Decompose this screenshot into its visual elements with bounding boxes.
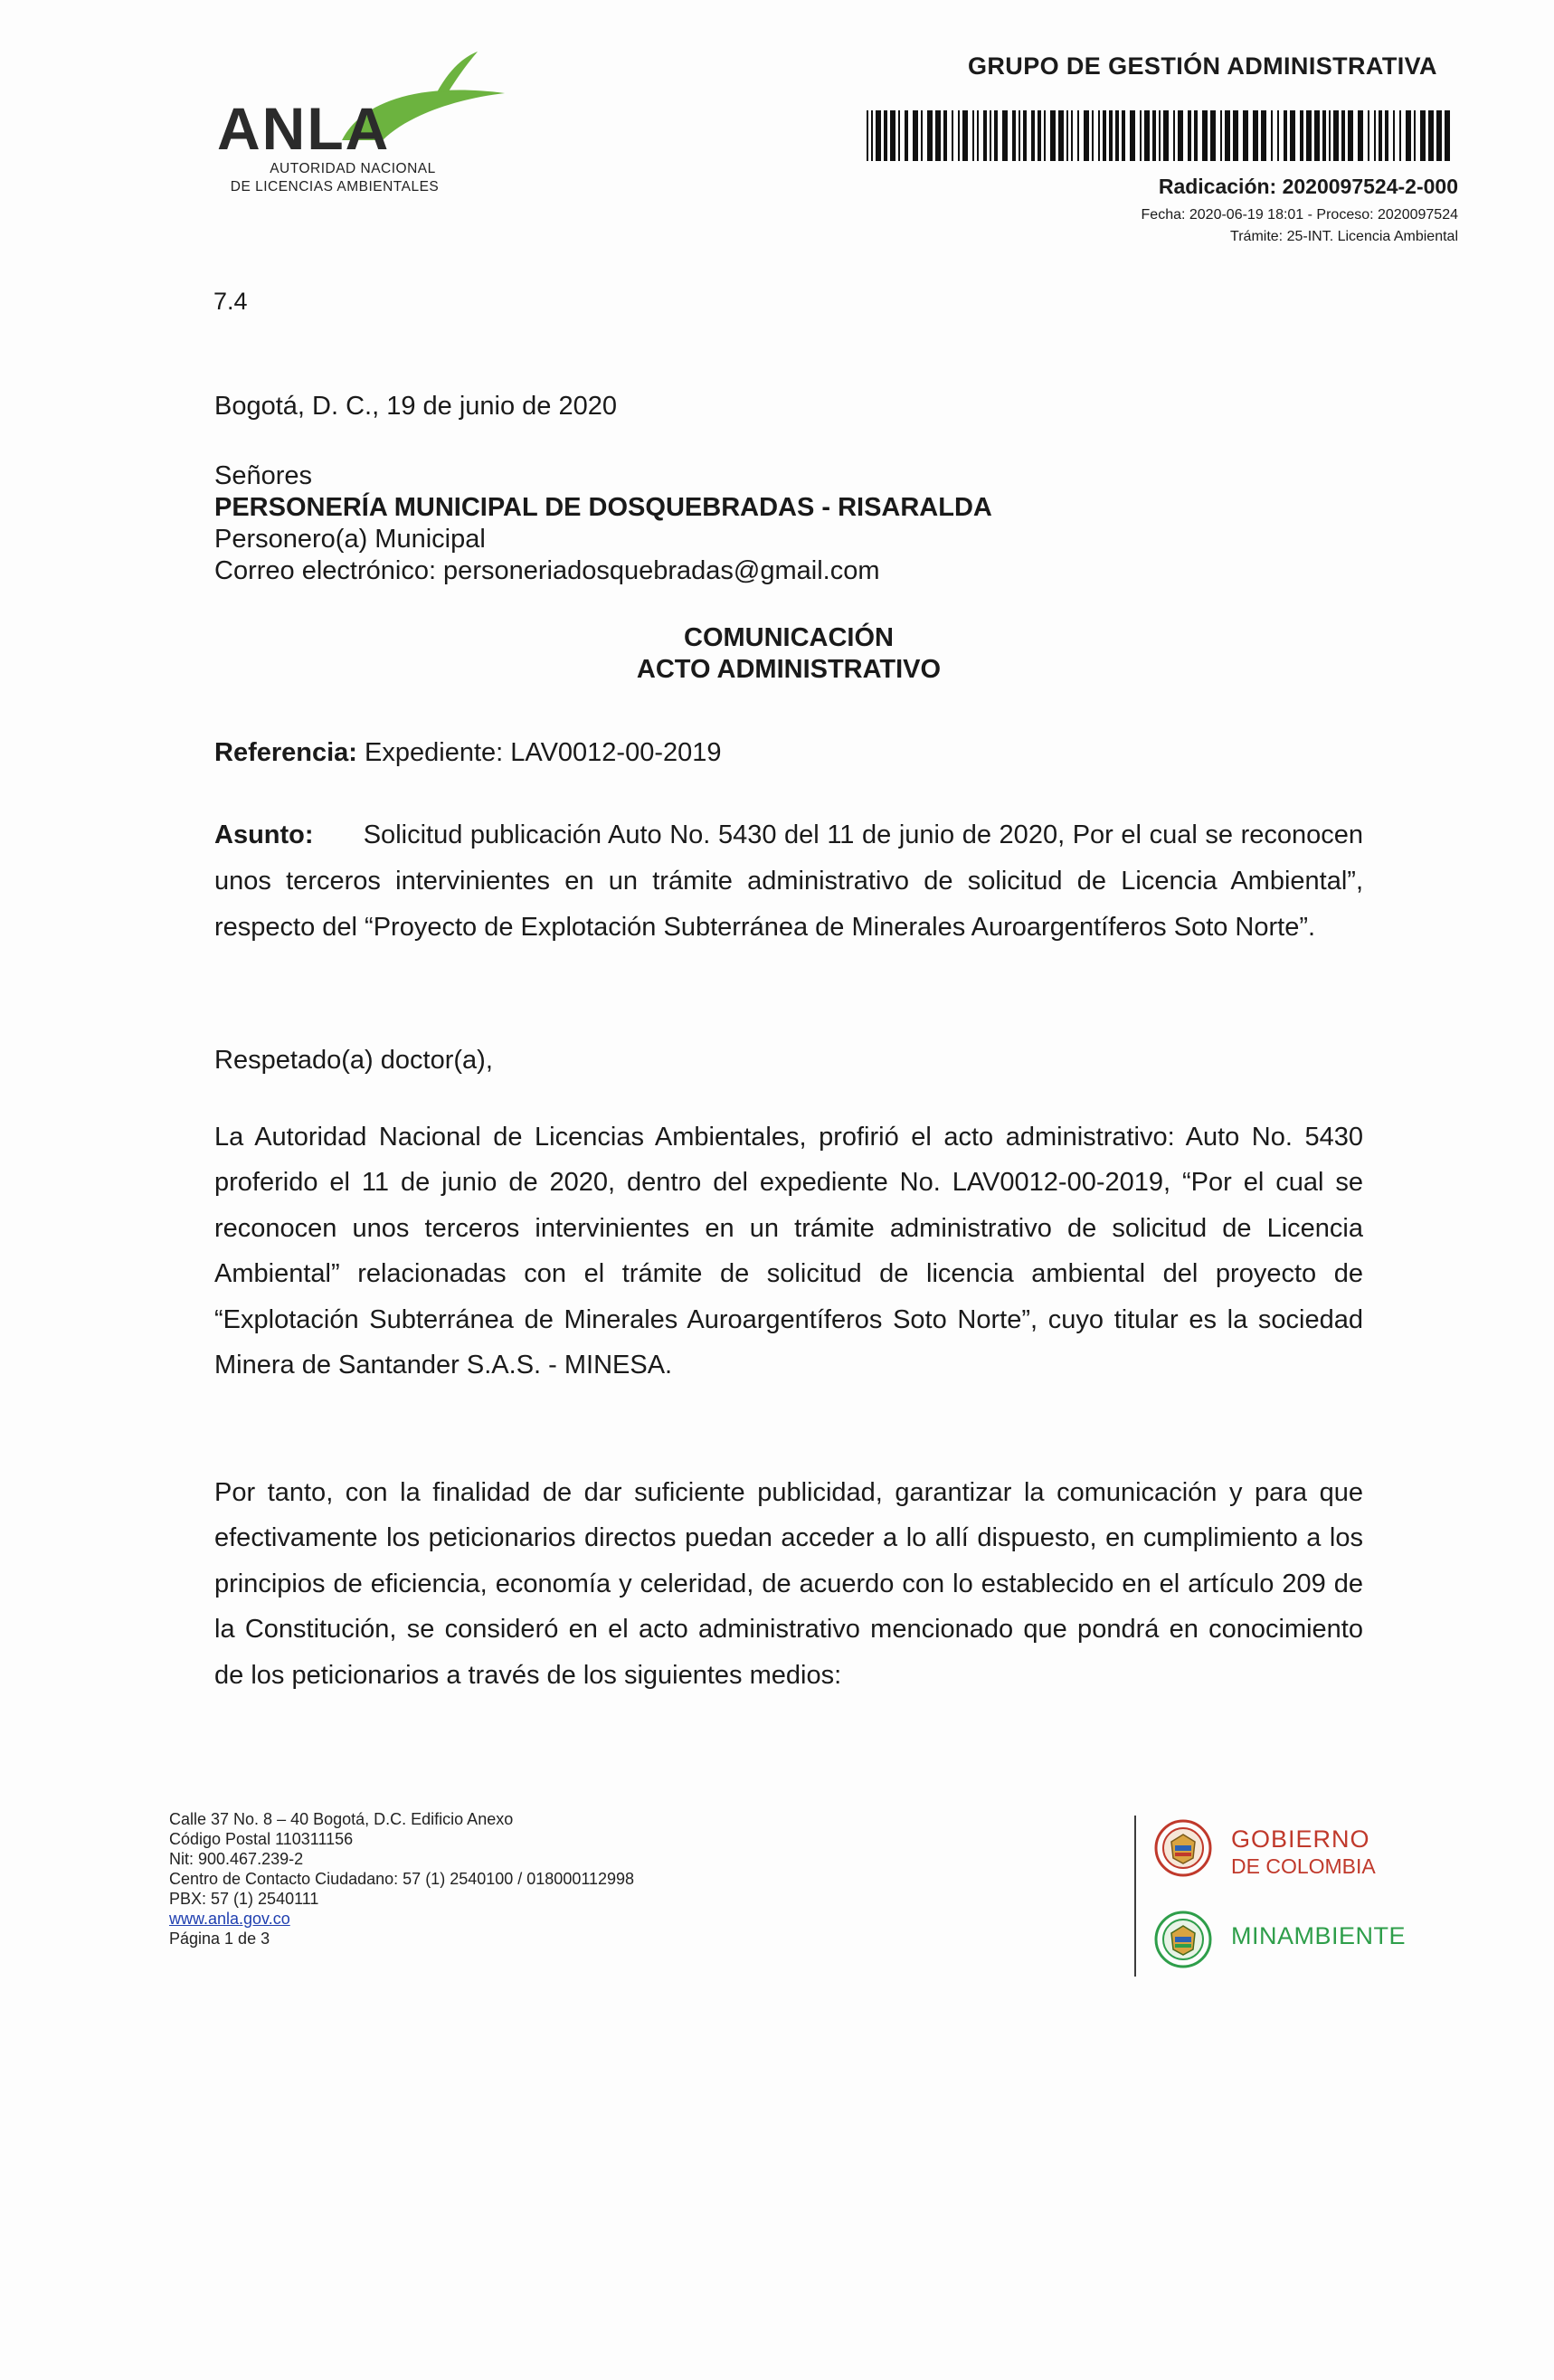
- barcode-bar: [1058, 110, 1064, 161]
- barcode-bar: [1109, 110, 1113, 161]
- body-paragraph-1: La Autoridad Nacional de Licencias Ambientales, profirió el acto administrativo: Auto No. 5430 proferido el 11 de junio de 2020, dentro del expediente No. LAV0012-00-2019, “Por el cual se reconocen unos terceros intervinientes en un trámite administrativo de solicitud de Licencia Ambiental” relacionadas con el trámite de solicitud de licencia ambiental del proyecto de “Explotación Subterránea de Minerales Auroargentíferos Soto Norte”, cuyo titular es la sociedad Minera de Santander S.A.S. - MINESA.: [214, 1123, 1363, 1380]
- anla-logo: [206, 50, 514, 213]
- barcode-bar: [1306, 110, 1312, 161]
- barcode-bar: [1050, 110, 1056, 161]
- logo-subtitle-line1: AUTORIDAD NACIONAL: [270, 161, 436, 176]
- barcode-bar: [1144, 110, 1150, 161]
- barcode-bar: [977, 110, 979, 161]
- barcode-bar: [1122, 110, 1125, 161]
- barcode-bar: [1031, 110, 1035, 161]
- barcode-bar: [1066, 110, 1068, 161]
- barcode-bar: [1341, 110, 1345, 161]
- barcode-bar: [1152, 110, 1156, 161]
- gobierno-label: GOBIERNO: [1231, 1825, 1370, 1853]
- barcode: [867, 110, 1456, 161]
- barcode-bar: [972, 110, 974, 161]
- colombia-seal-icon: [1153, 1818, 1217, 1882]
- barcode-bar: [1428, 110, 1434, 161]
- greeting: Respetado(a) doctor(a),: [214, 1046, 493, 1075]
- barcode-bar: [1300, 110, 1303, 161]
- barcode-bar: [1178, 110, 1183, 161]
- barcode-bar: [1071, 110, 1073, 161]
- barcode-bar: [1253, 110, 1258, 161]
- barcode-bar: [1243, 110, 1248, 161]
- barcode-bar: [1233, 110, 1238, 161]
- barcode-bar: [1385, 110, 1388, 161]
- barcode-bar: [1002, 110, 1008, 161]
- barcode-bar: [1115, 110, 1119, 161]
- footer-contact-center: Centro de Contacto Ciudadano: 57 (1) 2540100 / 018000112998: [169, 1870, 635, 1888]
- barcode-bar: [1188, 110, 1191, 161]
- anla-logo-mark: [206, 50, 514, 163]
- title-line2: ACTO ADMINISTRATIVO: [636, 655, 942, 684]
- barcode-bar: [1225, 110, 1230, 161]
- minambiente-seal-icon: [1153, 1910, 1217, 1973]
- barcode-bar: [1379, 110, 1382, 161]
- footer-nit: Nit: 900.467.239-2: [169, 1850, 304, 1868]
- document-code: 7.4: [213, 288, 248, 315]
- barcode-bar: [876, 110, 881, 161]
- footer-page-number: Página 1 de 3: [169, 1930, 270, 1948]
- reference-value: Expediente: LAV0012-00-2019: [365, 738, 722, 767]
- barcode-bar: [983, 110, 987, 161]
- barcode-bar: [1023, 110, 1027, 161]
- footer-divider: [1134, 1816, 1136, 1977]
- barcode-bar: [1414, 110, 1416, 161]
- barcode-bar: [962, 110, 968, 161]
- filing-date: Fecha: 2020-06-19 18:01 - Proceso: 2020097524: [1141, 207, 1458, 223]
- title-line1: COMUNICACIÓN: [684, 623, 894, 652]
- barcode-bar: [1333, 110, 1339, 161]
- minambiente-label: MINAMBIENTE: [1231, 1922, 1407, 1949]
- anla-logo-letters: ANLA: [217, 95, 391, 162]
- barcode-bar: [1436, 110, 1442, 161]
- barcode-bar: [1163, 110, 1169, 161]
- barcode-bar: [1374, 110, 1376, 161]
- place-date: Bogotá, D. C., 19 de junio de 2020: [214, 392, 617, 421]
- reference: [214, 737, 722, 768]
- barcode-bar: [1393, 110, 1395, 161]
- filing-number: Radicación: 2020097524-2-000: [1158, 175, 1458, 198]
- barcode-bar: [1406, 110, 1411, 161]
- barcode-bar: [884, 110, 887, 161]
- barcode-bar: [994, 110, 998, 161]
- barcode-bar: [1098, 110, 1100, 161]
- subject: [214, 812, 1363, 951]
- barcode-bar: [1012, 110, 1016, 161]
- group-title: GRUPO DE GESTIÓN ADMINISTRATIVA: [968, 52, 1437, 80]
- barcode-bar: [927, 110, 933, 161]
- barcode-bar: [890, 110, 895, 161]
- barcode-bar: [1173, 110, 1175, 161]
- barcode-bar: [952, 110, 953, 161]
- barcode-bar: [1084, 110, 1089, 161]
- subject-label: Asunto:: [214, 820, 314, 849]
- barcode-bar: [1210, 110, 1216, 161]
- barcode-bar: [1329, 110, 1331, 161]
- body-paragraph-2: Por tanto, con la finalidad de dar suficiente publicidad, garantizar la comunicación y para que efectivamente los peticionarios directos puedan acceder a lo allí dispuesto, en cumplimiento a los principios de eficiencia, economía y celeridad, de acuerdo con lo establecido en el artículo 209 de la Constitución, se consideró en el acto administrativo mencionado que pondrá en conocimiento de los peticionarios a través de los siguientes medios:: [214, 1478, 1363, 1690]
- barcode-bar: [1284, 110, 1287, 161]
- recipient-salutation: Señores: [214, 461, 313, 490]
- barcode-bar: [1019, 110, 1020, 161]
- barcode-bar: [1130, 110, 1135, 161]
- barcode-bar: [905, 110, 908, 161]
- barcode-bar: [898, 110, 900, 161]
- barcode-bar: [913, 110, 918, 161]
- footer-address: Calle 37 No. 8 – 40 Bogotá, D.C. Edificio Anexo: [169, 1810, 514, 1828]
- barcode-bar: [1038, 110, 1041, 161]
- barcode-bar: [1140, 110, 1142, 161]
- barcode-bar: [1348, 110, 1353, 161]
- barcode-bar: [1399, 110, 1401, 161]
- barcode-bar: [1322, 110, 1326, 161]
- barcode-bar: [1290, 110, 1295, 161]
- barcode-bar: [1271, 110, 1273, 161]
- recipient-role: Personero(a) Municipal: [214, 525, 486, 554]
- barcode-bar: [1314, 110, 1320, 161]
- barcode-bar: [1368, 110, 1369, 161]
- logo-subtitle-line2: DE LICENCIAS AMBIENTALES: [230, 179, 440, 194]
- de-colombia-label: DE COLOMBIA: [1231, 1854, 1376, 1878]
- barcode-bar: [990, 110, 991, 161]
- barcode-bar: [935, 110, 941, 161]
- barcode-bar: [1077, 110, 1079, 161]
- subject-text: Solicitud publicación Auto No. 5430 del 11 de junio de 2020, Por el cual se reconocen unos terceros intervinientes en un trámite administrativo de solicitud de Licencia Ambiental”, respecto del “Proyecto de Explotación Subterránea de Minerales Auroargentíferos Soto Norte”.: [214, 820, 1364, 942]
- footer-postal: Código Postal 110311156: [169, 1830, 354, 1848]
- procedure-type: Trámite: 25-INT. Licencia Ambiental: [1230, 229, 1458, 244]
- barcode-bar: [943, 110, 947, 161]
- footer-pbx: PBX: 57 (1) 2540111: [169, 1890, 319, 1908]
- barcode-bar: [1420, 110, 1426, 161]
- barcode-bar: [871, 110, 873, 161]
- barcode-bar: [1159, 110, 1161, 161]
- barcode-bar: [1445, 110, 1450, 161]
- barcode-bar: [921, 110, 923, 161]
- barcode-bar: [1044, 110, 1046, 161]
- footer-website-link[interactable]: www.anla.gov.co: [169, 1910, 290, 1928]
- barcode-bar: [1261, 110, 1266, 161]
- barcode-bar: [1194, 110, 1198, 161]
- recipient-email: Correo electrónico: personeriadosquebradas@gmail.com: [214, 556, 880, 585]
- barcode-bar: [1092, 110, 1094, 161]
- barcode-bar: [1202, 110, 1208, 161]
- footer-contact: [169, 1809, 634, 1949]
- barcode-bar: [1358, 110, 1363, 161]
- barcode-bar: [958, 110, 960, 161]
- barcode-bar: [1277, 110, 1279, 161]
- barcode-bar: [1103, 110, 1106, 161]
- barcode-bar: [867, 110, 868, 161]
- barcode-bar: [1220, 110, 1222, 161]
- recipient-entity: PERSONERÍA MUNICIPAL DE DOSQUEBRADAS - RISARALDA: [214, 493, 992, 522]
- reference-label: Referencia:: [214, 738, 357, 767]
